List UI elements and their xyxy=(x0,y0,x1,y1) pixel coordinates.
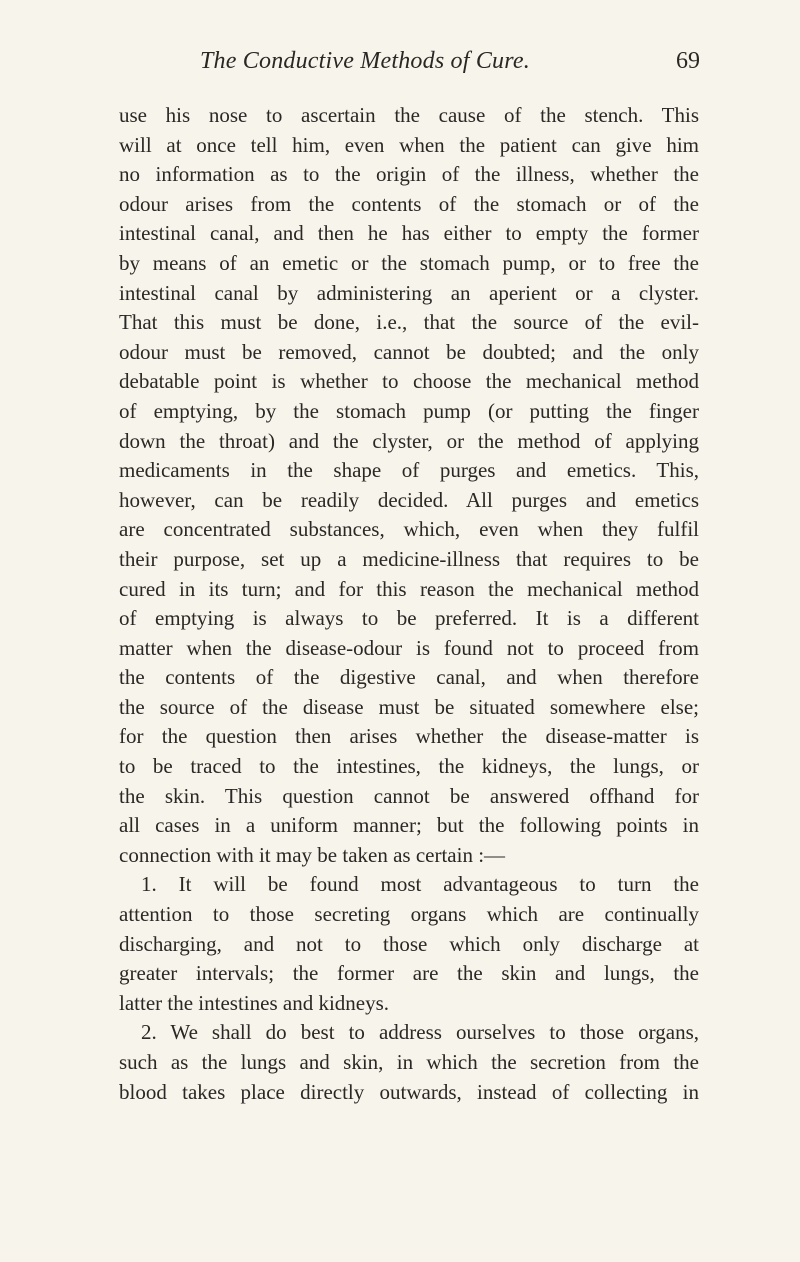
text-line: That this must be done, i.e., that the source of the evil- xyxy=(119,310,699,335)
text-line: discharging, and not to those which only discharge at xyxy=(119,931,699,956)
text-line: however, can be readily decided. All purges and emetics xyxy=(119,487,699,512)
text-line: intestinal canal, and then he has either to empty the former xyxy=(119,221,699,246)
text-line: greater intervals; the former are the skin and lungs, the xyxy=(119,961,699,986)
text-line: debatable point is whether to choose the mechanical method xyxy=(119,369,699,394)
text-line: connection with it may be taken as certain :— xyxy=(119,842,506,867)
text-line: will at once tell him, even when the patient can give him xyxy=(119,132,699,157)
text-line: the contents of the digestive canal, and when therefore xyxy=(119,665,699,690)
text-line: odour must be removed, cannot be doubted; and the only xyxy=(119,339,699,364)
text-line: of emptying, by the stomach pump (or putting the finger xyxy=(119,398,699,423)
text-line: odour arises from the contents of the stomach or of the xyxy=(119,191,699,216)
text-line: matter when the disease-odour is found not to proceed from xyxy=(119,635,699,660)
text-line: are concentrated substances, which, even when they fulfil xyxy=(119,517,699,542)
text-line: by means of an emetic or the stomach pump, or to free the xyxy=(119,250,699,275)
text-line: no information as to the origin of the illness, whether the xyxy=(119,162,699,187)
body-text xyxy=(119,101,699,1107)
text-line: all cases in a uniform manner; but the following points in xyxy=(119,813,699,838)
text-line: the source of the disease must be situated somewhere else; xyxy=(119,694,699,719)
text-line: to be traced to the intestines, the kidneys, the lungs, or xyxy=(119,754,699,779)
text-line: down the throat) and the clyster, or the method of applying xyxy=(119,428,699,453)
text-line: intestinal canal by administering an aperient or a clyster. xyxy=(119,280,699,305)
text-line: attention to those secreting organs which are continually xyxy=(119,902,699,927)
numbered-point-2: 2. We shall do best to address ourselves to those organs, xyxy=(141,1020,699,1045)
text-line: blood takes place directly outwards, instead of collecting in xyxy=(119,1079,699,1104)
numbered-point-1: 1. It will be found most advantageous to turn the xyxy=(141,872,699,897)
text-line: the skin. This question cannot be answered offhand for xyxy=(119,783,699,808)
text-line: such as the lungs and skin, in which the secretion from the xyxy=(119,1050,699,1074)
text-line: for the question then arises whether the disease-matter is xyxy=(119,724,699,749)
page-number: 69 xyxy=(676,48,700,74)
text-line: their purpose, set up a medicine-illness that requires to be xyxy=(119,546,699,571)
page-header xyxy=(120,48,700,88)
text-line: medicaments in the shape of purges and emetics. This, xyxy=(119,458,699,483)
text-line: use his nose to ascertain the cause of the stench. This xyxy=(119,103,699,127)
text-line: latter the intestines and kidneys. xyxy=(119,990,390,1015)
text-line: cured in its turn; and for this reason the mechanical method xyxy=(119,576,699,601)
text-line: of emptying is always to be preferred. It is a different xyxy=(119,606,699,631)
running-title: The Conductive Methods of Cure. xyxy=(200,48,530,74)
